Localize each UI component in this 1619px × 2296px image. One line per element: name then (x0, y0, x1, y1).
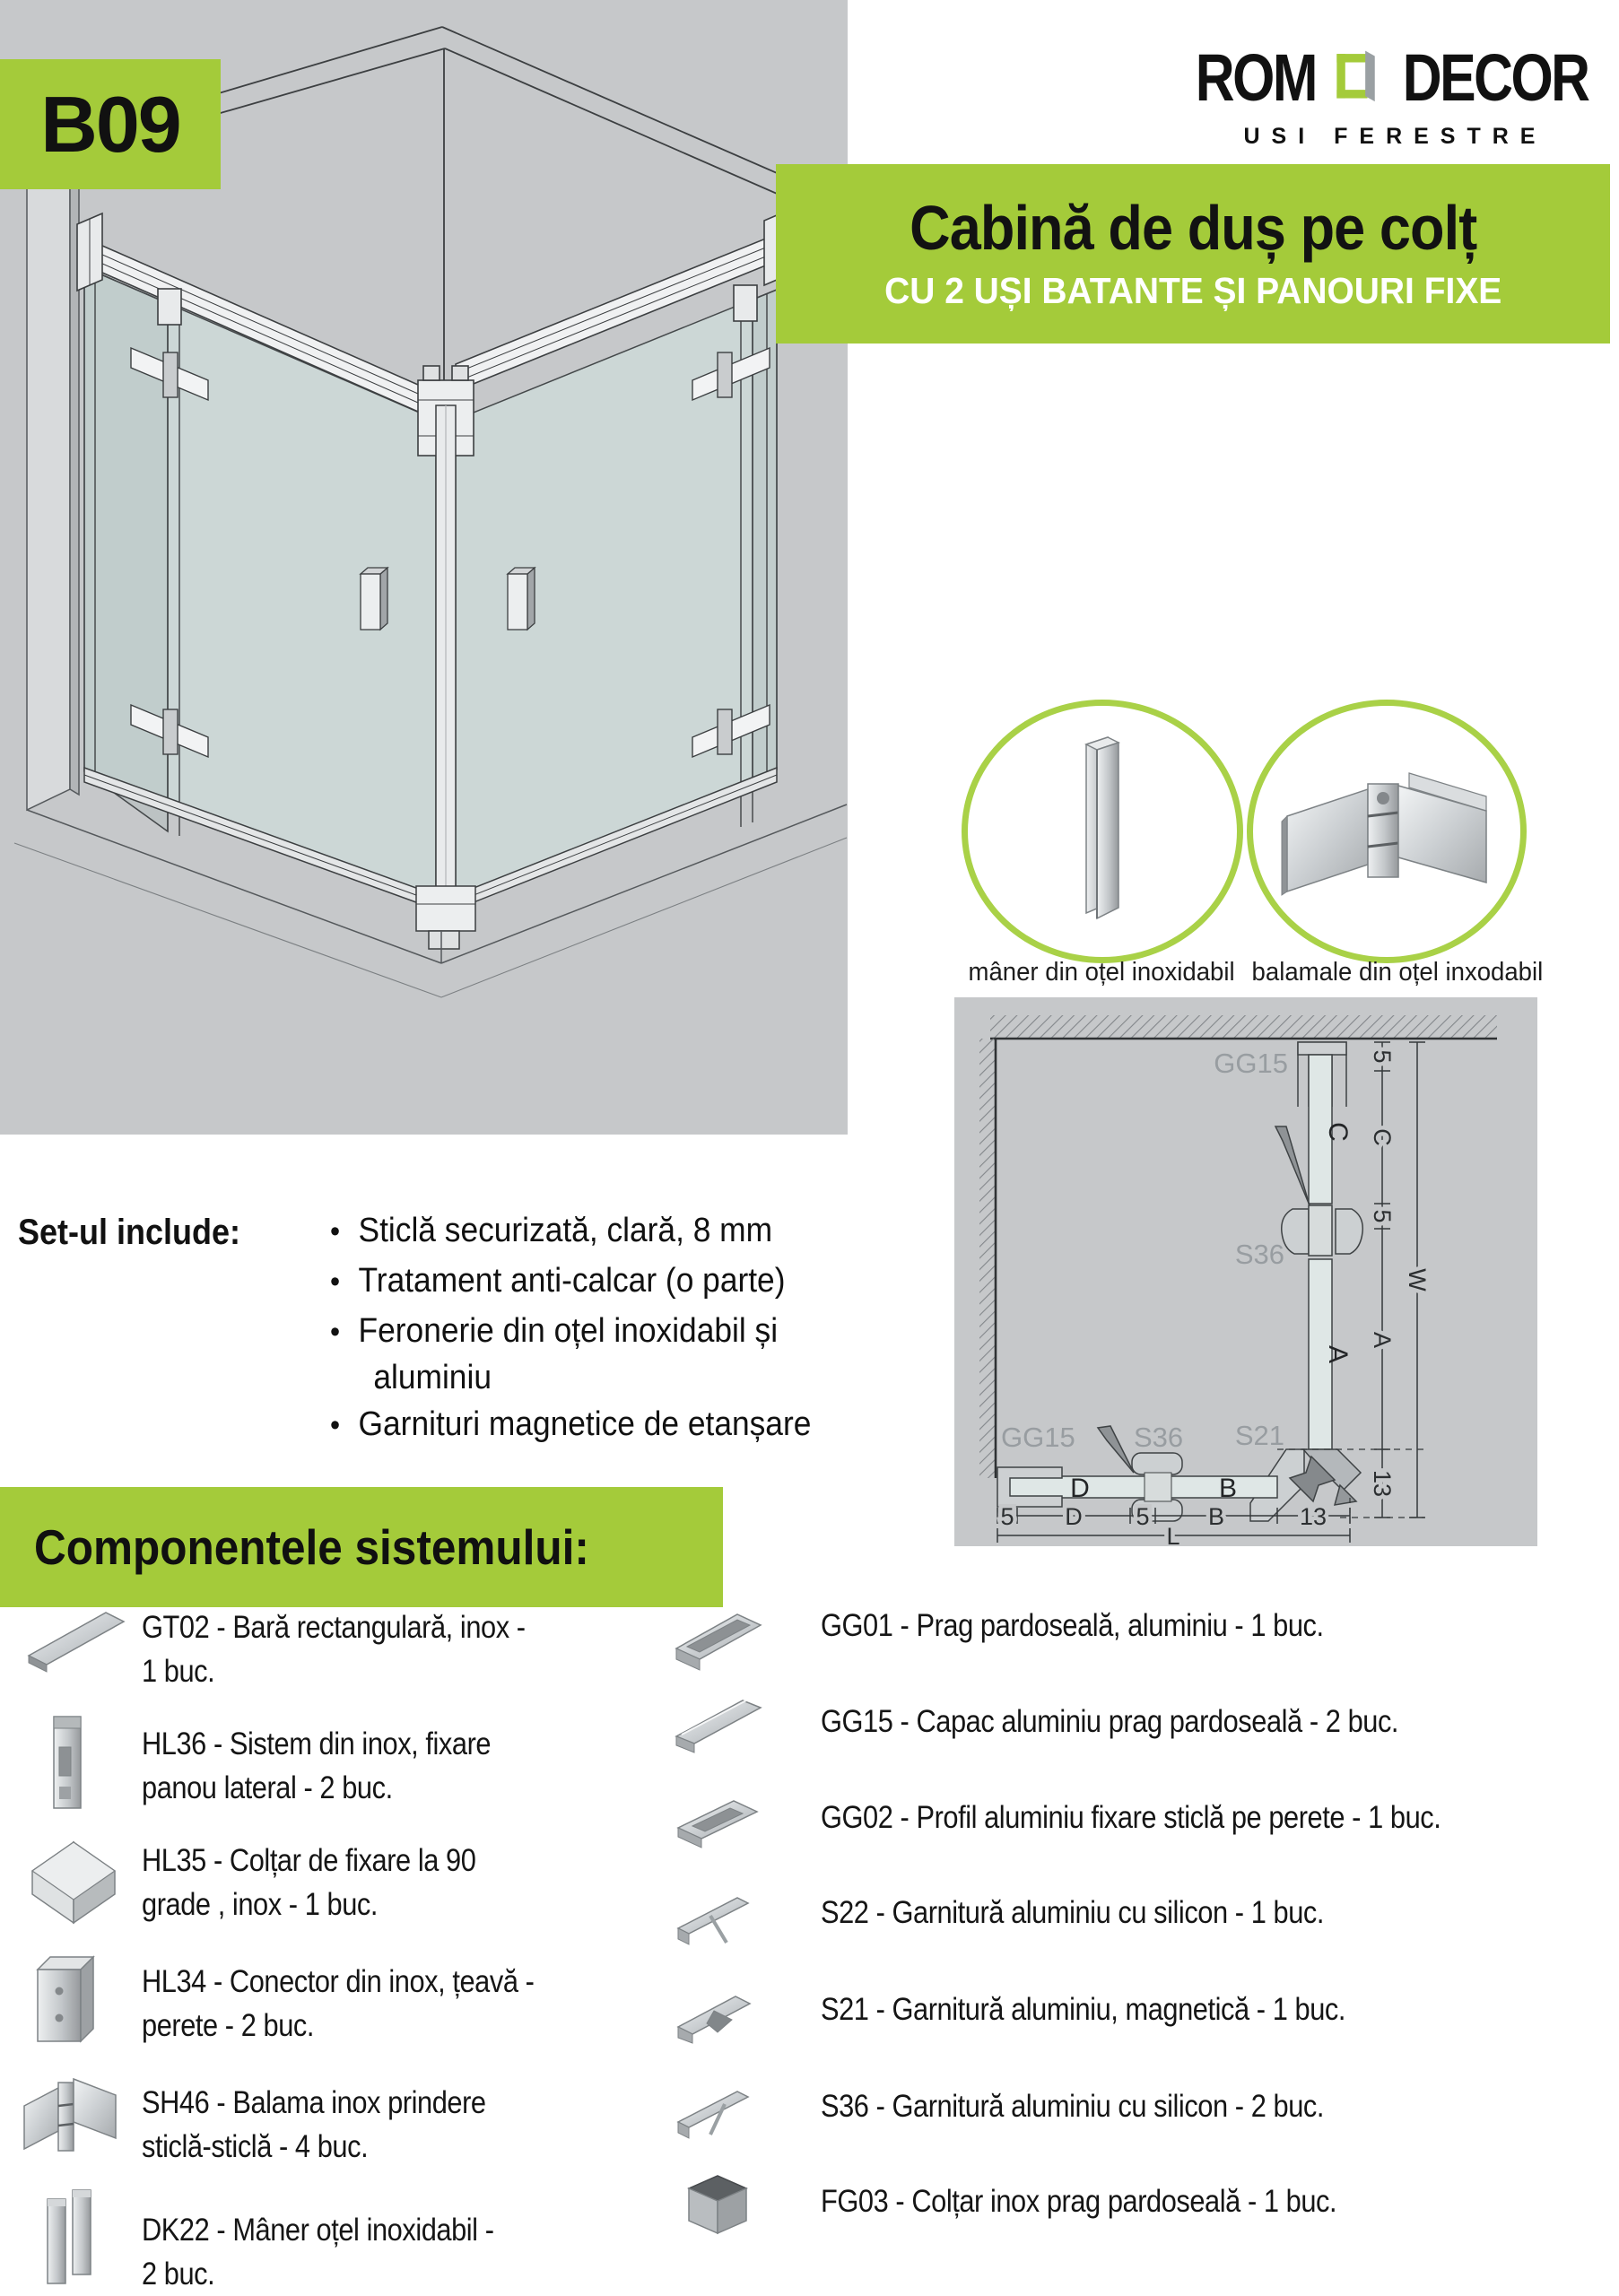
component-line: 2 buc. (142, 2257, 215, 2292)
corner-post (436, 405, 456, 904)
set-include-heading: Set-ul include: (18, 1213, 241, 1252)
left-wall-pillar (27, 136, 79, 810)
component-item: GG01 - Prag pardoseală, aluminiu - 1 buc. (821, 1608, 1324, 1643)
model-badge: B09 (0, 59, 221, 189)
component-line: grade , inox - 1 buc. (142, 1887, 378, 1922)
s36-gasket-icon (675, 2077, 764, 2153)
component-line: GT02 - Bară rectangulară, inox - (142, 1610, 526, 1645)
steel-hinge-image (1275, 746, 1499, 917)
component-line: sticlă-sticlă - 4 buc. (142, 2129, 369, 2164)
product-title: Cabină de duș pe colț (909, 192, 1477, 263)
component-item: GG02 - Profil aluminiu fixare sticlă pe perete - 1 buc. (821, 1800, 1441, 1835)
s22-gasket-icon (675, 1883, 764, 1960)
hl35-corner-icon (29, 1837, 120, 1933)
set-item-text: Sticlă securizată, clară, 8 mm (358, 1212, 773, 1249)
component-line: HL35 - Colțar de fixare la 90 (142, 1843, 476, 1878)
component-line: panou lateral - 2 buc. (142, 1770, 393, 1805)
set-item (330, 1209, 772, 1253)
dim-h3: 5 (1136, 1503, 1150, 1530)
dim-h1: 5 (1000, 1503, 1014, 1530)
component-line: HL34 - Conector din inox, țeavă - (142, 1964, 535, 1999)
logo-word-rom: ROM (1195, 39, 1316, 115)
component-item: S21 - Garnitură aluminiu, magnetică - 1 buc. (821, 1992, 1345, 2027)
hl36-clamp-icon (47, 1711, 91, 1822)
glass-letter-b: B (1218, 1474, 1238, 1503)
component-item: FG03 - Colțar inox prag pardoseală - 1 buc. (821, 2184, 1337, 2219)
set-item (330, 1309, 778, 1353)
component-line: 1 buc. (142, 1654, 215, 1689)
hl34-connector-icon (34, 1953, 99, 2058)
components-heading: Componentele sistemului: (34, 1519, 589, 1575)
dim-v2: C (1369, 1128, 1396, 1146)
component-line: SH46 - Balama inox prindere (142, 2085, 486, 2120)
label-gg15-bottom: GG15 (1001, 1422, 1075, 1453)
component-item (142, 2208, 494, 2296)
handle-photo-circle (962, 700, 1243, 963)
component-line: HL36 - Sistem din inox, fixare (142, 1726, 492, 1761)
label-gg15-top: GG15 (1214, 1048, 1288, 1079)
set-item-text: Garnituri magnetice de etanșare (358, 1405, 812, 1443)
logo-word-decor: DECOR (1402, 39, 1589, 115)
label-s36-bottom: S36 (1134, 1422, 1184, 1453)
component-item: S36 - Garnitură aluminiu cu silicon - 2 buc. (821, 2089, 1324, 2124)
set-item-continuation: aluminiu (373, 1359, 492, 1396)
set-item (330, 1403, 811, 1447)
product-title-banner (776, 164, 1610, 344)
component-line: DK22 - Mâner oțel inoxidabil - (142, 2213, 494, 2248)
technical-plan-diagram (954, 997, 1537, 1546)
romdecor-logo (1182, 34, 1608, 150)
sh46-hinge-icon (22, 2070, 119, 2171)
components-heading-banner (0, 1487, 723, 1607)
label-s36-mid: S36 (1234, 1239, 1284, 1270)
corner-profile-plan (954, 997, 1537, 1546)
top-wall-hatch (990, 1015, 1497, 1039)
dim-v1: 5 (1369, 1049, 1396, 1064)
hinge-photo-circle (1247, 700, 1527, 963)
dim-h5: 13 (1299, 1503, 1327, 1530)
dim-w: W (1404, 1268, 1431, 1292)
component-item (142, 1722, 491, 1810)
glass-letter-d: D (1070, 1474, 1090, 1503)
set-item-text: Tratament anti-calcar (o parte) (358, 1262, 786, 1300)
label-s21: S21 (1234, 1420, 1284, 1451)
dim-h4: B (1207, 1503, 1225, 1530)
gg15-cap-icon (675, 1692, 764, 1768)
steel-handle-image (1004, 728, 1201, 935)
open-door-icon (1335, 34, 1377, 120)
set-item (330, 1259, 785, 1303)
gg02-profile-icon (675, 1788, 764, 1859)
logo-tagline: USI FERESTRE (1243, 124, 1547, 149)
set-item-text: Feronerie din oțel inoxidabil și (358, 1312, 779, 1350)
hinge-caption: balamale din oțel inxodabil (1251, 958, 1544, 987)
component-item (142, 2081, 486, 2169)
component-item: GG15 - Capac aluminiu prag pardoseală - 2 buc. (821, 1704, 1399, 1739)
component-item (142, 1605, 526, 1693)
dim-v4: A (1369, 1331, 1396, 1349)
glass-letter-a: A (1323, 1344, 1353, 1364)
s21-gasket-icon (675, 1980, 764, 2057)
handle-caption: mâner din oțel inoxidabil (968, 958, 1235, 987)
dk22-handle-icon (40, 2187, 103, 2294)
glass-letter-c: C (1323, 1122, 1353, 1142)
component-item: S22 - Garnitură aluminiu cu silicon - 1 buc. (821, 1895, 1324, 1930)
shower-drawing-panel (0, 0, 848, 1135)
gg01-profile-icon (675, 1604, 764, 1680)
component-item (142, 1960, 534, 2048)
dim-h2: D (1065, 1503, 1083, 1530)
fg03-corner-icon (678, 2169, 757, 2245)
left-wall-hatch (979, 1039, 996, 1478)
dim-v3: 5 (1369, 1209, 1396, 1223)
gt02-bar-icon (27, 1604, 130, 1680)
component-item (142, 1839, 475, 1926)
component-line: perete - 2 buc. (142, 2008, 315, 2043)
dim-l: L (1166, 1523, 1180, 1546)
product-subtitle: CU 2 UȘI BATANTE ȘI PANOURI FIXE (883, 270, 1502, 312)
dim-v5: 13 (1369, 1469, 1396, 1498)
